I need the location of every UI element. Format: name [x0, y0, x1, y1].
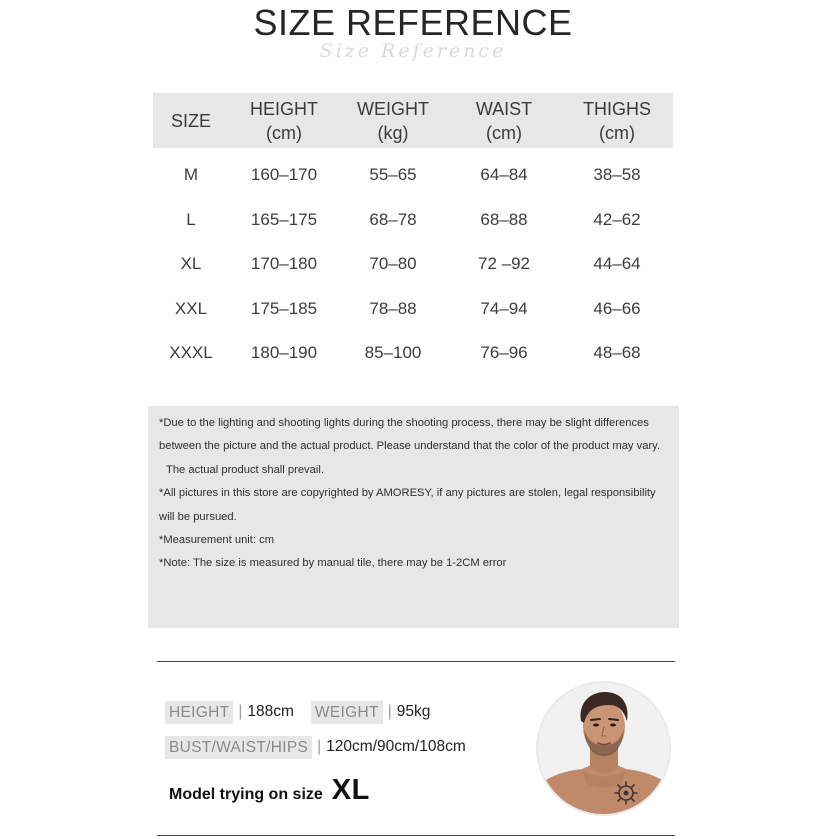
table-row [153, 287, 673, 332]
waist-cell: 64–84 [480, 165, 528, 185]
column-header-thighs [561, 93, 673, 148]
model-portrait-icon [538, 683, 669, 814]
waist-cell: 68–88 [480, 209, 528, 229]
size-cell: XXXL [169, 343, 213, 363]
column-header-weight [339, 93, 447, 148]
model-size-value: XL [331, 774, 370, 806]
divider-bottom [157, 835, 675, 836]
size-cell: XXL [174, 298, 208, 318]
model-avatar [538, 683, 669, 814]
height-cell: 175–185 [250, 298, 318, 318]
weight-value: 95kg [396, 703, 431, 720]
weight-cell: 68–78 [369, 209, 417, 229]
size-chart-table [153, 93, 673, 376]
table-row [153, 148, 673, 198]
size-cell: XL [180, 254, 202, 274]
model-size-line [169, 774, 370, 807]
weight-cell: 55–65 [369, 165, 417, 185]
disclaimer-notes [148, 406, 679, 628]
column-header-label: WAIST [475, 98, 533, 119]
column-header-waist [447, 93, 561, 148]
column-header-label: SIZE [170, 110, 211, 131]
height-value: 188cm [247, 703, 294, 720]
thighs-cell: 46–66 [593, 298, 641, 318]
column-header-unit: (cm) [266, 122, 302, 143]
separator: | [387, 703, 392, 720]
model-stats [165, 700, 466, 759]
thighs-cell: 48–68 [593, 343, 641, 363]
column-header-unit: (cm) [599, 122, 635, 143]
note-error-margin: *Note: The size is measured by manual tile, there may be 1-2CM error [159, 557, 507, 570]
waist-cell: 74–94 [480, 298, 528, 318]
model-height-weight-line [165, 700, 466, 724]
measurements-tag: BUST/WAIST/HIPS [165, 736, 312, 759]
weight-cell: 70–80 [369, 254, 417, 274]
thighs-cell: 44–64 [593, 254, 641, 274]
column-header-label: THIGHS [582, 98, 651, 119]
height-cell: 165–175 [250, 209, 318, 229]
column-header-label: HEIGHT [249, 98, 318, 119]
column-header-unit: (kg) [377, 122, 409, 143]
size-cell: M [183, 165, 199, 185]
height-tag: HEIGHT [165, 701, 233, 724]
height-cell: 180–190 [250, 343, 318, 363]
table-row [153, 331, 673, 376]
column-header-unit: (cm) [486, 122, 522, 143]
thighs-cell: 42–62 [593, 209, 641, 229]
divider-top [157, 661, 675, 662]
page-title: SIZE REFERENCE [253, 2, 573, 43]
weight-cell: 78–88 [369, 298, 417, 318]
table-row [153, 242, 673, 287]
note-lighting: *Due to the lighting and shooting lights during the shooting process, there may be slight differences between the picture and the actual product. Please understand that the color of the product may vary. [159, 417, 661, 453]
height-cell: 160–170 [250, 165, 318, 185]
thighs-cell: 38–58 [593, 165, 641, 185]
separator: | [317, 738, 322, 755]
column-header-label: WEIGHT [357, 98, 429, 119]
height-cell: 170–180 [250, 254, 318, 274]
size-cell: L [186, 209, 196, 229]
model-measurements-line [165, 735, 466, 759]
column-header-height [229, 93, 339, 148]
size-chart-header-row [153, 93, 673, 148]
measurements-value: 120cm/90cm/108cm [326, 738, 466, 755]
note-actual-product: The actual product shall prevail. [166, 463, 324, 476]
waist-cell: 72 –92 [478, 254, 530, 274]
column-header-size [153, 93, 229, 148]
script-subtitle: Size Reference [319, 40, 507, 62]
table-row [153, 198, 673, 243]
waist-cell: 76–96 [480, 343, 528, 363]
note-copyright: *All pictures in this store are copyrighted by AMORESY, if any pictures are stolen, legal responsibility will be pursued. [159, 487, 656, 523]
weight-cell: 85–100 [364, 343, 422, 363]
weight-tag: WEIGHT [311, 701, 383, 724]
separator: | [238, 703, 243, 720]
note-measurement-unit: *Measurement unit: cm [159, 534, 275, 547]
model-size-label: Model trying on size [169, 786, 323, 803]
